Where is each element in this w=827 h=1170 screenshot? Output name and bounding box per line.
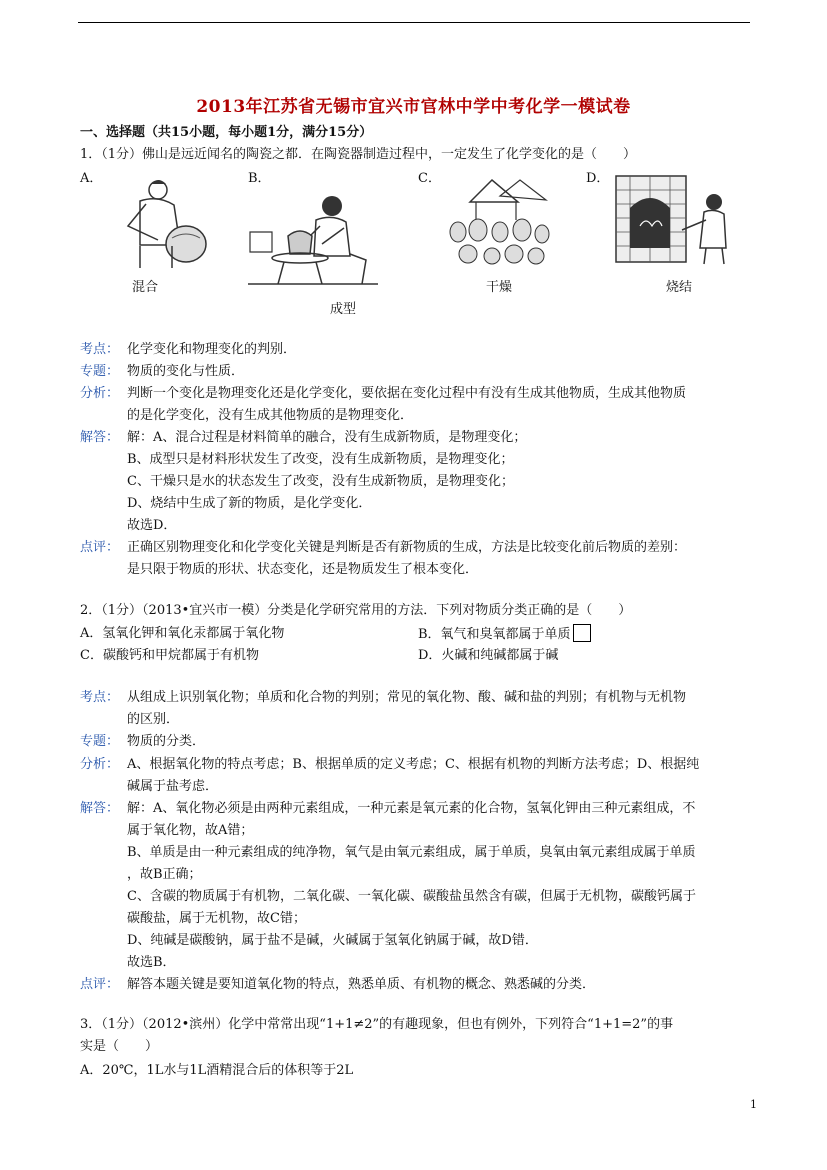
q2-jieda-line: 属于氧化物，故A错； [127, 823, 254, 838]
q1-dianping-label: 点评： [80, 540, 120, 555]
q1-fenxi-line: 判断一个变化是物理变化还是化学变化，要依据在变化过程中有没有生成其他物质，生成其他物质 [127, 386, 687, 401]
q2-jieda-line: D、纯碱是碳酸钠，属于盐不是碱，火碱属于氢氧化钠属于碱，故D错． [127, 933, 538, 948]
q2-fenxi-line: A、根据氧化物的特点考虑；B、根据单质的定义考虑；C、根据有机物的判断方法考虑；D、根据纯 [127, 757, 700, 772]
q1-option-d-letter[interactable]: D． [586, 171, 610, 186]
sintering-illustration [610, 168, 735, 268]
q2-jieda-line: 碳酸盐，属于无机物，故C错； [127, 911, 306, 926]
q2-dianping: 解答本题关键是要知道氧化物的特点，熟悉单质、有机物的概念、熟悉碱的分类． [127, 977, 596, 992]
q1-option-c-caption: 干燥 [486, 280, 513, 295]
q3-option-a[interactable]: A．20℃，1L水与1L酒精混合后的体积等于2L [80, 1063, 354, 1078]
q1-kaodian-label: 考点： [80, 342, 120, 357]
q2-option-a[interactable]: A．氢氧化钾和氧化汞都属于氧化物 [80, 626, 285, 641]
q2-jieda-line: 解：A、氧化物必须是由两种元素组成，一种元素是氧元素的化合物，氢氧化钾由三种元素组成，不 [127, 801, 696, 816]
q2-zhuanti-label: 专题： [80, 734, 120, 749]
q2-jieda-line: ，故B正确； [127, 867, 202, 882]
q2-jieda-line: C、含碳的物质属于有机物，二氧化碳、一氧化碳、碳酸盐虽然含有碳，但属于无机物，碳酸钙属于 [127, 889, 696, 904]
q1-zhuanti-label: 专题： [80, 364, 120, 379]
q2-jieda-label: 解答： [80, 801, 120, 816]
q1-jieda-label: 解答： [80, 430, 120, 445]
q1-zhuanti: 物质的变化与性质． [127, 364, 245, 379]
q2-jieda-line: B、单质是由一种元素组成的纯净物，氧气是由氧元素组成，属于单质，臭氧由氧元素组成属于单质 [127, 845, 696, 860]
q1-jieda-line: C、干燥只是水的状态发生了改变，没有生成新物质，是物理变化； [127, 474, 514, 489]
q2-option-b-text: B．氧气和臭氧都属于单质 [418, 627, 571, 642]
q1-fenxi-label: 分析： [80, 386, 120, 401]
page-number: 1 [750, 1098, 757, 1111]
q2-kaodian-label: 考点： [80, 690, 120, 705]
q2-option-d[interactable]: D．火碱和纯碱都属于碱 [418, 648, 559, 663]
page-title: 2013年江苏省无锡市宜兴市官林中学中考化学一模试卷 [196, 97, 631, 117]
q2-jieda-line: 故选B． [127, 955, 176, 970]
q1-fenxi-line: 的是化学变化，没有生成其他物质的是物理变化． [127, 408, 414, 423]
q1-dianping-line: 是只限于物质的形状、状态变化，还是物质发生了根本变化． [127, 562, 479, 577]
q2-kaodian-line: 的区别． [127, 712, 180, 727]
q1-jieda-line: 解：A、混合过程是材料简单的融合，没有生成新物质，是物理变化； [127, 430, 527, 445]
q2-option-c[interactable]: C．碳酸钙和甲烷都属于有机物 [80, 648, 259, 663]
mixing-illustration [100, 176, 210, 271]
q1-kaodian: 化学变化和物理变化的判别． [127, 342, 297, 357]
q1-stem: 1．（1分）佛山是远近闻名的陶瓷之都．在陶瓷器制造过程中，一定发生了化学变化的是（ ） [80, 147, 637, 162]
q1-option-c-letter[interactable]: C． [418, 171, 441, 186]
q2-option-b[interactable] [418, 624, 591, 645]
section-heading: 一、选择题（共15小题，每小题1分，满分15分） [80, 125, 373, 140]
q2-fenxi-label: 分析： [80, 757, 120, 772]
q1-option-d-caption: 烧结 [666, 280, 693, 295]
shaping-illustration [240, 192, 390, 292]
q2-dianping-label: 点评： [80, 977, 120, 992]
q3-stem-line: 3．（1分）（2012•滨州）化学中常常出现“1+1≠2”的有趣现象，但也有例外，下列符合“1+1=2”的事 [80, 1017, 674, 1032]
header-rule [78, 22, 750, 23]
q1-dianping-line: 正确区别物理变化和化学变化关键是判断是否有新物质的生成，方法是比较变化前后物质的差别： [127, 540, 687, 555]
q1-option-b-caption: 成型 [330, 302, 357, 317]
q1-jieda-line: B、成型只是材料形状发生了改变，没有生成新物质，是物理变化； [127, 452, 514, 467]
q1-option-a-letter[interactable]: A． [80, 171, 103, 186]
q2-kaodian-line: 从组成上识别氧化物；单质和化合物的判别；常见的氧化物、酸、碱和盐的判别；有机物与无机物 [127, 690, 687, 705]
q1-jieda-line: 故选D． [127, 518, 177, 533]
drying-illustration [440, 172, 560, 272]
q3-stem-line: 实是（ ） [80, 1039, 159, 1054]
q1-option-a-caption: 混合 [132, 280, 159, 295]
q2-fenxi-line: 碱属于盐考虑． [127, 779, 219, 794]
q2-stem: 2．（1分）（2013•宜兴市一模）分类是化学研究常用的方法．下列对物质分类正确的是（ ） [80, 603, 632, 618]
q1-option-b-letter[interactable]: B． [248, 171, 271, 186]
q1-jieda-line: D、烧结中生成了新的物质，是化学变化． [127, 496, 372, 511]
q2-zhuanti: 物质的分类． [127, 734, 206, 749]
answer-box-icon [573, 624, 591, 642]
